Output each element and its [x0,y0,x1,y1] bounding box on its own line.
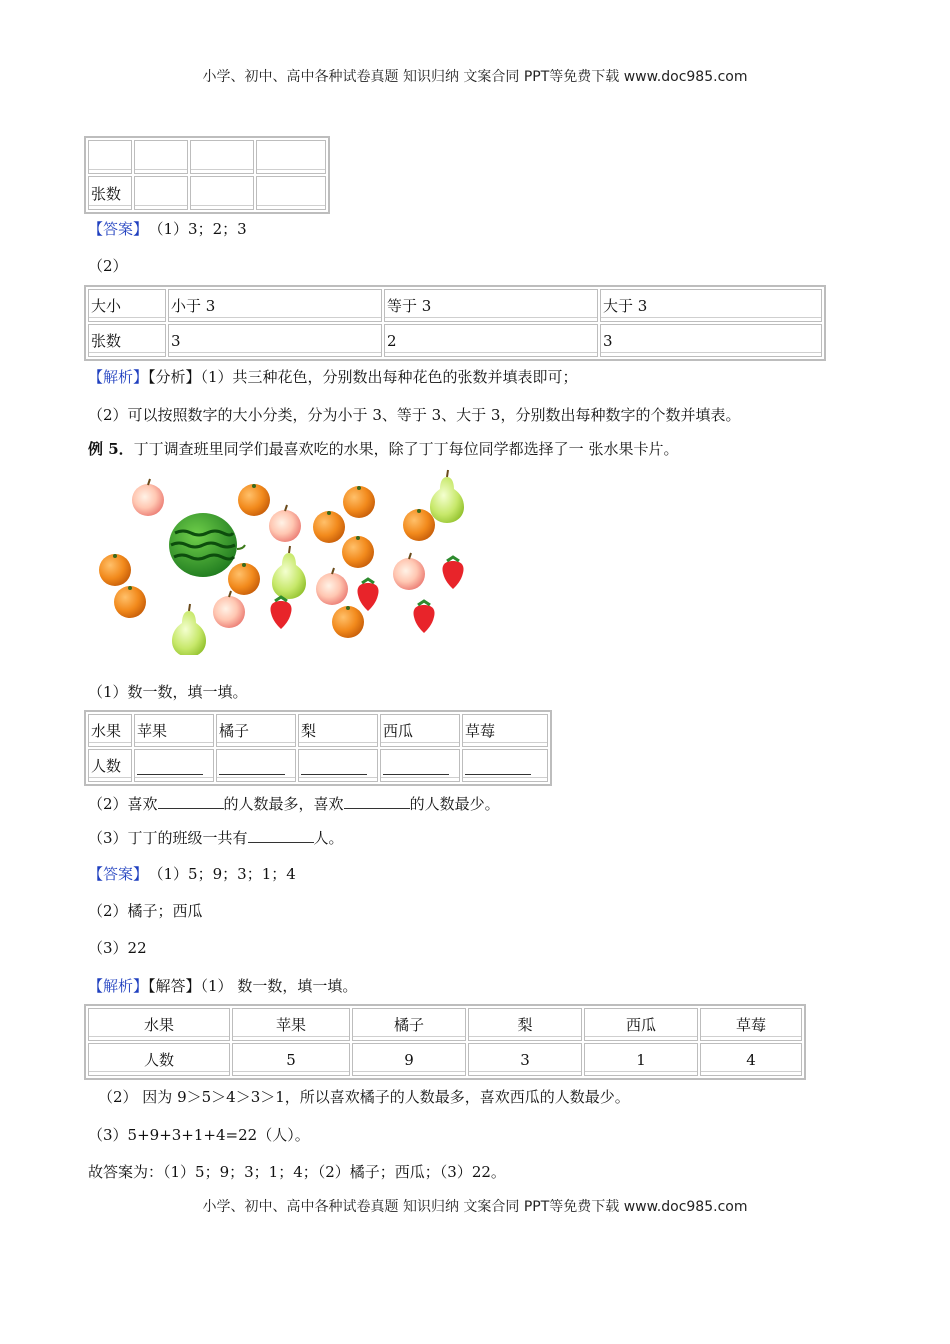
table-cell [256,176,326,210]
orange-icon [403,509,435,541]
analysis-2-line3: （3）5+9+3+1+4=22（人）。 [88,1126,310,1144]
apple-icon [393,553,425,590]
table-cell: 苹果 [232,1008,350,1041]
answer-blank[interactable] [219,758,285,775]
table-cell [134,176,188,210]
table-cell: 张数 [88,324,166,357]
fruit-illustration [90,465,480,655]
answer-1-part2: （2） [88,257,128,275]
table-cell [190,140,254,174]
table-cell: 草莓 [462,714,548,747]
table-cell: 草莓 [700,1008,802,1041]
page-footer: 小学、初中、高中各种试卷真题 知识归纳 文案合同 PPT等免费下载 www.doc985.com [202,1199,748,1215]
orange-icon [343,486,375,518]
table-row-label: 张数 [88,176,132,210]
table-cell: 等于 3 [384,289,598,322]
answer-size-table [84,285,826,361]
answer-blank[interactable] [301,758,367,775]
table-cell: 4 [700,1043,802,1076]
answer-tag: 【答案】 [88,865,149,883]
apple-icon [213,591,245,628]
orange-icon [342,536,374,568]
pear-icon [430,470,464,523]
strawberry-icon [357,579,378,611]
table-cell: 3 [468,1043,582,1076]
question-3: （3）丁丁的班级一共有 人。 [88,829,344,847]
analysis-2: 【解析】【解答】（1） 数一数，填一填。 [88,977,358,995]
table-cell: 西瓜 [584,1008,698,1041]
answer-tag: 【答案】 [88,220,149,238]
answer-blank[interactable] [383,758,449,775]
blank-cell[interactable] [380,749,460,782]
table-cell: 梨 [298,714,378,747]
table-cell: 西瓜 [380,714,460,747]
answer-blank[interactable] [465,758,531,775]
analysis-2-line2: （2） 因为 9＞5＞4＞3＞1，所以喜欢橘子的人数最多，喜欢西瓜的人数最少。 [98,1088,630,1106]
table-cell: 5 [232,1043,350,1076]
answer-1: 【答案】 （1）3；2；3 [88,220,247,238]
strawberry-icon [413,601,434,633]
blank-cell[interactable] [462,749,548,782]
table-cell: 水果 [88,1008,230,1041]
pear-icon [172,604,206,655]
table-cell: 橘子 [216,714,296,747]
analysis-tag: 【解析】 [88,368,149,386]
analysis-1-line2: （2）可以按照数字的大小分类，分为小于 3、等于 3、大于 3，分别数出每种数字的个数并填表。 [88,406,741,424]
page-header: 小学、初中、高中各种试卷真题 知识归纳 文案合同 PPT等免费下载 www.doc985.com [202,69,748,85]
strawberry-icon [270,597,291,629]
table-cell [134,140,188,174]
question-2: （2）喜欢 的人数最多，喜欢 的人数最少。 [88,795,500,813]
apple-icon [132,479,164,516]
blank-cell[interactable] [134,749,214,782]
orange-icon [99,554,131,586]
table-cell: 1 [584,1043,698,1076]
orange-icon [228,563,260,595]
answer-blank[interactable] [158,794,224,809]
table-cell: 小于 3 [168,289,382,322]
table-cell: 3 [168,324,382,357]
analysis-tag: 【解析】 [88,977,149,995]
fruit-fill-table [84,710,552,786]
answer-2-line2: （2）橘子；西瓜 [88,902,203,920]
example-5: 例 5．丁丁调查班里同学们最喜欢吃的水果，除了丁丁每位同学都选择了一 张水果卡片。 [88,440,679,458]
table-cell: 人数 [88,1043,230,1076]
table-cell: 橘子 [352,1008,466,1041]
table-cell: 大小 [88,289,166,322]
apple-icon [269,505,301,542]
orange-icon [114,586,146,618]
table-cell: 梨 [468,1008,582,1041]
answer-blank[interactable] [344,794,410,809]
blank-cell[interactable] [216,749,296,782]
table-cell: 2 [384,324,598,357]
analysis-1: 【解析】【分析】（1）共三种花色，分别数出每种花色的张数并填表即可； [88,368,578,386]
answer-blank[interactable] [137,758,203,775]
table-cell [190,176,254,210]
apple-icon [316,568,348,605]
orange-icon [332,606,364,638]
orange-icon [313,511,345,543]
table-cell [256,140,326,174]
table-cell: 大于 3 [600,289,822,322]
table-cell: 苹果 [134,714,214,747]
answer-blank[interactable] [248,828,314,843]
table-cell: 9 [352,1043,466,1076]
orange-icon [238,484,270,516]
strawberry-icon [442,557,463,589]
table-cell: 水果 [88,714,132,747]
card-count-table-partial [84,136,330,214]
table-cell: 3 [600,324,822,357]
answer-2-line3: （3）22 [88,939,147,957]
table-cell [88,140,132,174]
answer-fruit-table [84,1004,806,1080]
pear-icon [272,546,306,599]
example-label: 例 5． [88,440,134,458]
answer-2: 【答案】 （1）5；9；3；1；4 [88,865,296,883]
question-1: （1）数一数，填一填。 [88,683,248,701]
blank-cell[interactable] [298,749,378,782]
table-row-label: 人数 [88,749,132,782]
final-answer: 故答案为：（1）5；9；3；1；4；（2）橘子；西瓜；（3）22。 [88,1163,506,1181]
